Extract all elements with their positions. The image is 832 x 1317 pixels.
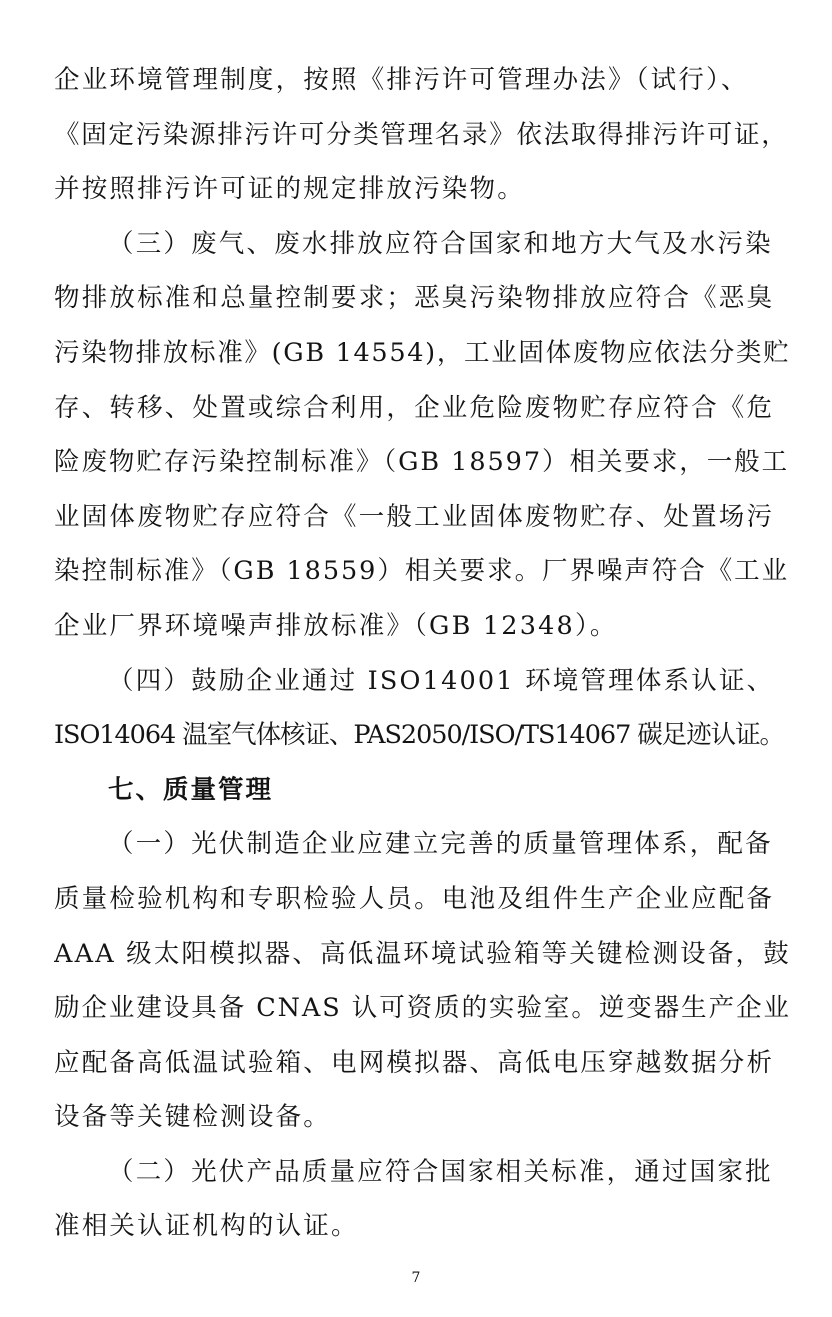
page-number: 7: [411, 1270, 421, 1286]
text-line: AAA 级太阳模拟器、高低温环境试验箱等关键检测设备，鼓: [54, 938, 791, 969]
text-line: 《固定污染源排污许可分类管理名录》依法取得排污许可证，: [54, 119, 789, 150]
text-line: 准相关认证机构的认证。: [54, 1211, 359, 1242]
text-line: 企业环境管理制度，按照《排污许可管理办法》（试行）、: [54, 65, 749, 95]
text-line: 并按照排污许可证的规定排放污染物。: [54, 174, 525, 205]
text-line: 设备等关键检测设备。: [54, 1102, 332, 1133]
text-line: 污染物排放标准》(GB 14554)，工业固体废物应依法分类贮: [54, 337, 791, 368]
text-line: 险废物贮存污染控制标准》（GB 18597）相关要求，一般工: [54, 447, 790, 478]
text-line: 企业厂界环境噪声排放标准》（GB 12348）。: [54, 610, 618, 641]
text-line: 存、转移、处置或综合利用，企业危险废物贮存应符合《危: [54, 392, 775, 423]
section-heading: 七、质量管理: [108, 774, 274, 805]
document-body: [54, 53, 792, 1254]
text-line: （一）光伏制造企业应建立完善的质量管理体系，配备: [108, 829, 773, 860]
text-line: ISO14064 温室气体核证、PAS2050/ISO/TS14067 碳足迹认证。: [54, 720, 785, 751]
text-line: （三）废气、废水排放应符合国家和地方大气及水污染: [108, 228, 773, 259]
text-line: 业固体废物贮存应符合《一般工业固体废物贮存、处置场污: [54, 501, 775, 532]
text-line: 物排放标准和总量控制要求；恶臭污染物排放应符合《恶臭: [54, 283, 775, 314]
text-line: 应配备高低温试验箱、电网模拟器、高低电压穿越数据分析: [54, 1047, 775, 1078]
text-line: （二）光伏产品质量应符合国家相关标准，通过国家批: [108, 1156, 773, 1187]
text-line: 励企业建设具备 CNAS 认可资质的实验室。逆变器生产企业: [54, 993, 791, 1024]
text-line: （四）鼓励企业通过 ISO14001 环境管理体系认证、: [108, 665, 775, 696]
text-line: 染控制标准》（GB 18559）相关要求。厂界噪声符合《工业: [54, 556, 790, 587]
text-line: 质量检验机构和专职检验人员。电池及组件生产企业应配备: [54, 883, 775, 914]
